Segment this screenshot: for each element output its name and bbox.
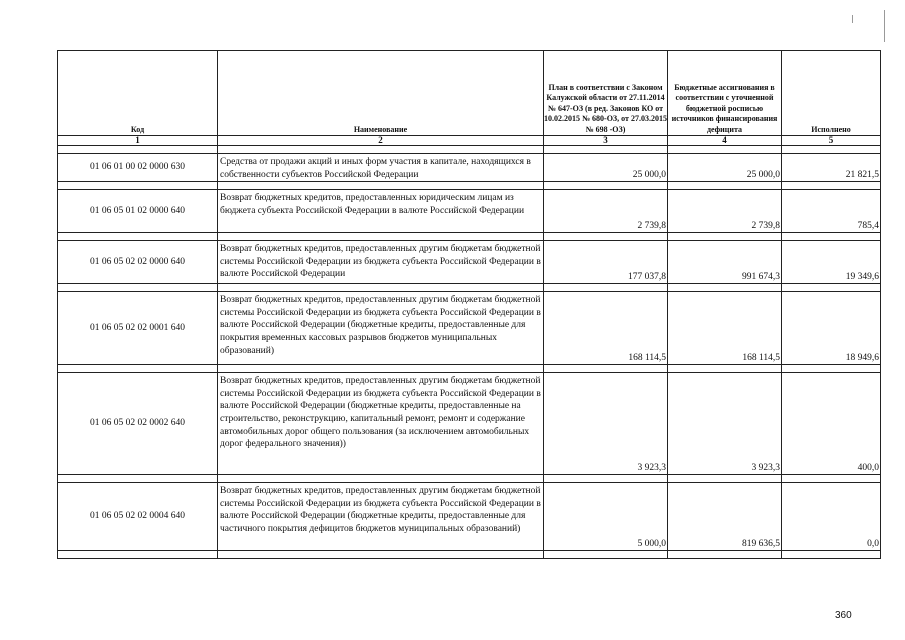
row-budget: 3 923,3 [668, 373, 782, 475]
row-code: 01 06 05 01 02 0000 640 [58, 190, 218, 233]
column-number: 4 [668, 136, 782, 146]
row-budget: 819 636,5 [668, 483, 782, 551]
budget-sources-table [57, 50, 881, 559]
header-budget: Бюджетные ассигнования в соответствии с уточненной бюджетной росписью источников финансирования дефицита [668, 51, 782, 136]
column-number-row [58, 136, 881, 146]
row-executed: 21 821,5 [782, 154, 881, 182]
spacer-row [58, 182, 881, 190]
row-executed: 19 349,6 [782, 241, 881, 284]
scan-edge-line [852, 15, 853, 23]
row-name: Возврат бюджетных кредитов, предоставленных другим бюджетам бюджетной системы Российской Федерации из бюджета субъекта Российской Федерации в валюте Российской Федерации (бюджетные кредиты, предоставленные на строительство, реконструкцию, капитальный ремонт, ремонт и содержание автомобильных дорог общего пользования (за исключением автомобильных дорог федерального значения)) [218, 373, 544, 475]
spacer-row [58, 551, 881, 559]
row-name: Возврат бюджетных кредитов, предоставленных юридическим лицам из бюджета субъекта Российской Федерации в валюте Российской Федерации [218, 190, 544, 233]
header-name: Наименование [218, 51, 544, 136]
header-code: Код [58, 51, 218, 136]
row-name: Средства от продажи акций и иных форм участия в капитале, находящихся в собственности субъектов Российской Федерации [218, 154, 544, 182]
column-number: 5 [782, 136, 881, 146]
row-code: 01 06 05 02 02 0004 640 [58, 483, 218, 551]
header-plan: План в соответствии с Законом Калужской области от 27.11.2014 № 647-ОЗ (в ред. Законов КО от 10.02.2015 № 680-ОЗ, от 27.03.2015 № 698 -ОЗ) [544, 51, 668, 136]
column-number: 1 [58, 136, 218, 146]
row-plan: 3 923,3 [544, 373, 668, 475]
row-code: 01 06 01 00 02 0000 630 [58, 154, 218, 182]
column-number: 2 [218, 136, 544, 146]
table-row [58, 241, 881, 284]
spacer-row [58, 475, 881, 483]
row-budget: 25 000,0 [668, 154, 782, 182]
spacer-row [58, 284, 881, 292]
row-code: 01 06 05 02 02 0000 640 [58, 241, 218, 284]
row-budget: 991 674,3 [668, 241, 782, 284]
row-name: Возврат бюджетных кредитов, предоставленных другим бюджетам бюджетной системы Российской Федерации из бюджета субъекта Российской Федерации в валюте Российской Федерации (бюджетные кредиты, предоставленные для покрытия временных кассовых разрывов бюджетов муниципальных образований) [218, 292, 544, 365]
row-plan: 168 114,5 [544, 292, 668, 365]
spacer-row [58, 146, 881, 154]
table-row [58, 292, 881, 365]
row-code: 01 06 05 02 02 0001 640 [58, 292, 218, 365]
table-row [58, 190, 881, 233]
table-header-row [58, 51, 881, 136]
row-name: Возврат бюджетных кредитов, предоставленных другим бюджетам бюджетной системы Российской Федерации из бюджета субъекта Российской Федерации в валюте Российской Федерации [218, 241, 544, 284]
row-plan: 2 739,8 [544, 190, 668, 233]
row-plan: 5 000,0 [544, 483, 668, 551]
spacer-row [58, 365, 881, 373]
row-budget: 2 739,8 [668, 190, 782, 233]
row-executed: 18 949,6 [782, 292, 881, 365]
row-budget: 168 114,5 [668, 292, 782, 365]
table-row [58, 373, 881, 475]
row-executed: 0,0 [782, 483, 881, 551]
row-code: 01 06 05 02 02 0002 640 [58, 373, 218, 475]
column-number: 3 [544, 136, 668, 146]
scan-edge-line [884, 10, 885, 42]
header-executed: Исполнено [782, 51, 881, 136]
row-executed: 400,0 [782, 373, 881, 475]
row-plan: 25 000,0 [544, 154, 668, 182]
page-number: 360 [835, 610, 852, 621]
row-plan: 177 037,8 [544, 241, 668, 284]
spacer-row [58, 233, 881, 241]
table-row [58, 483, 881, 551]
row-executed: 785,4 [782, 190, 881, 233]
row-name: Возврат бюджетных кредитов, предоставленных другим бюджетам бюджетной системы Российской Федерации из бюджета субъекта Российской Федерации в валюте Российской Федерации (бюджетные кредиты, предоставленные для частичного покрытия дефицитов бюджетов муниципальных образований) [218, 483, 544, 551]
table-row [58, 154, 881, 182]
